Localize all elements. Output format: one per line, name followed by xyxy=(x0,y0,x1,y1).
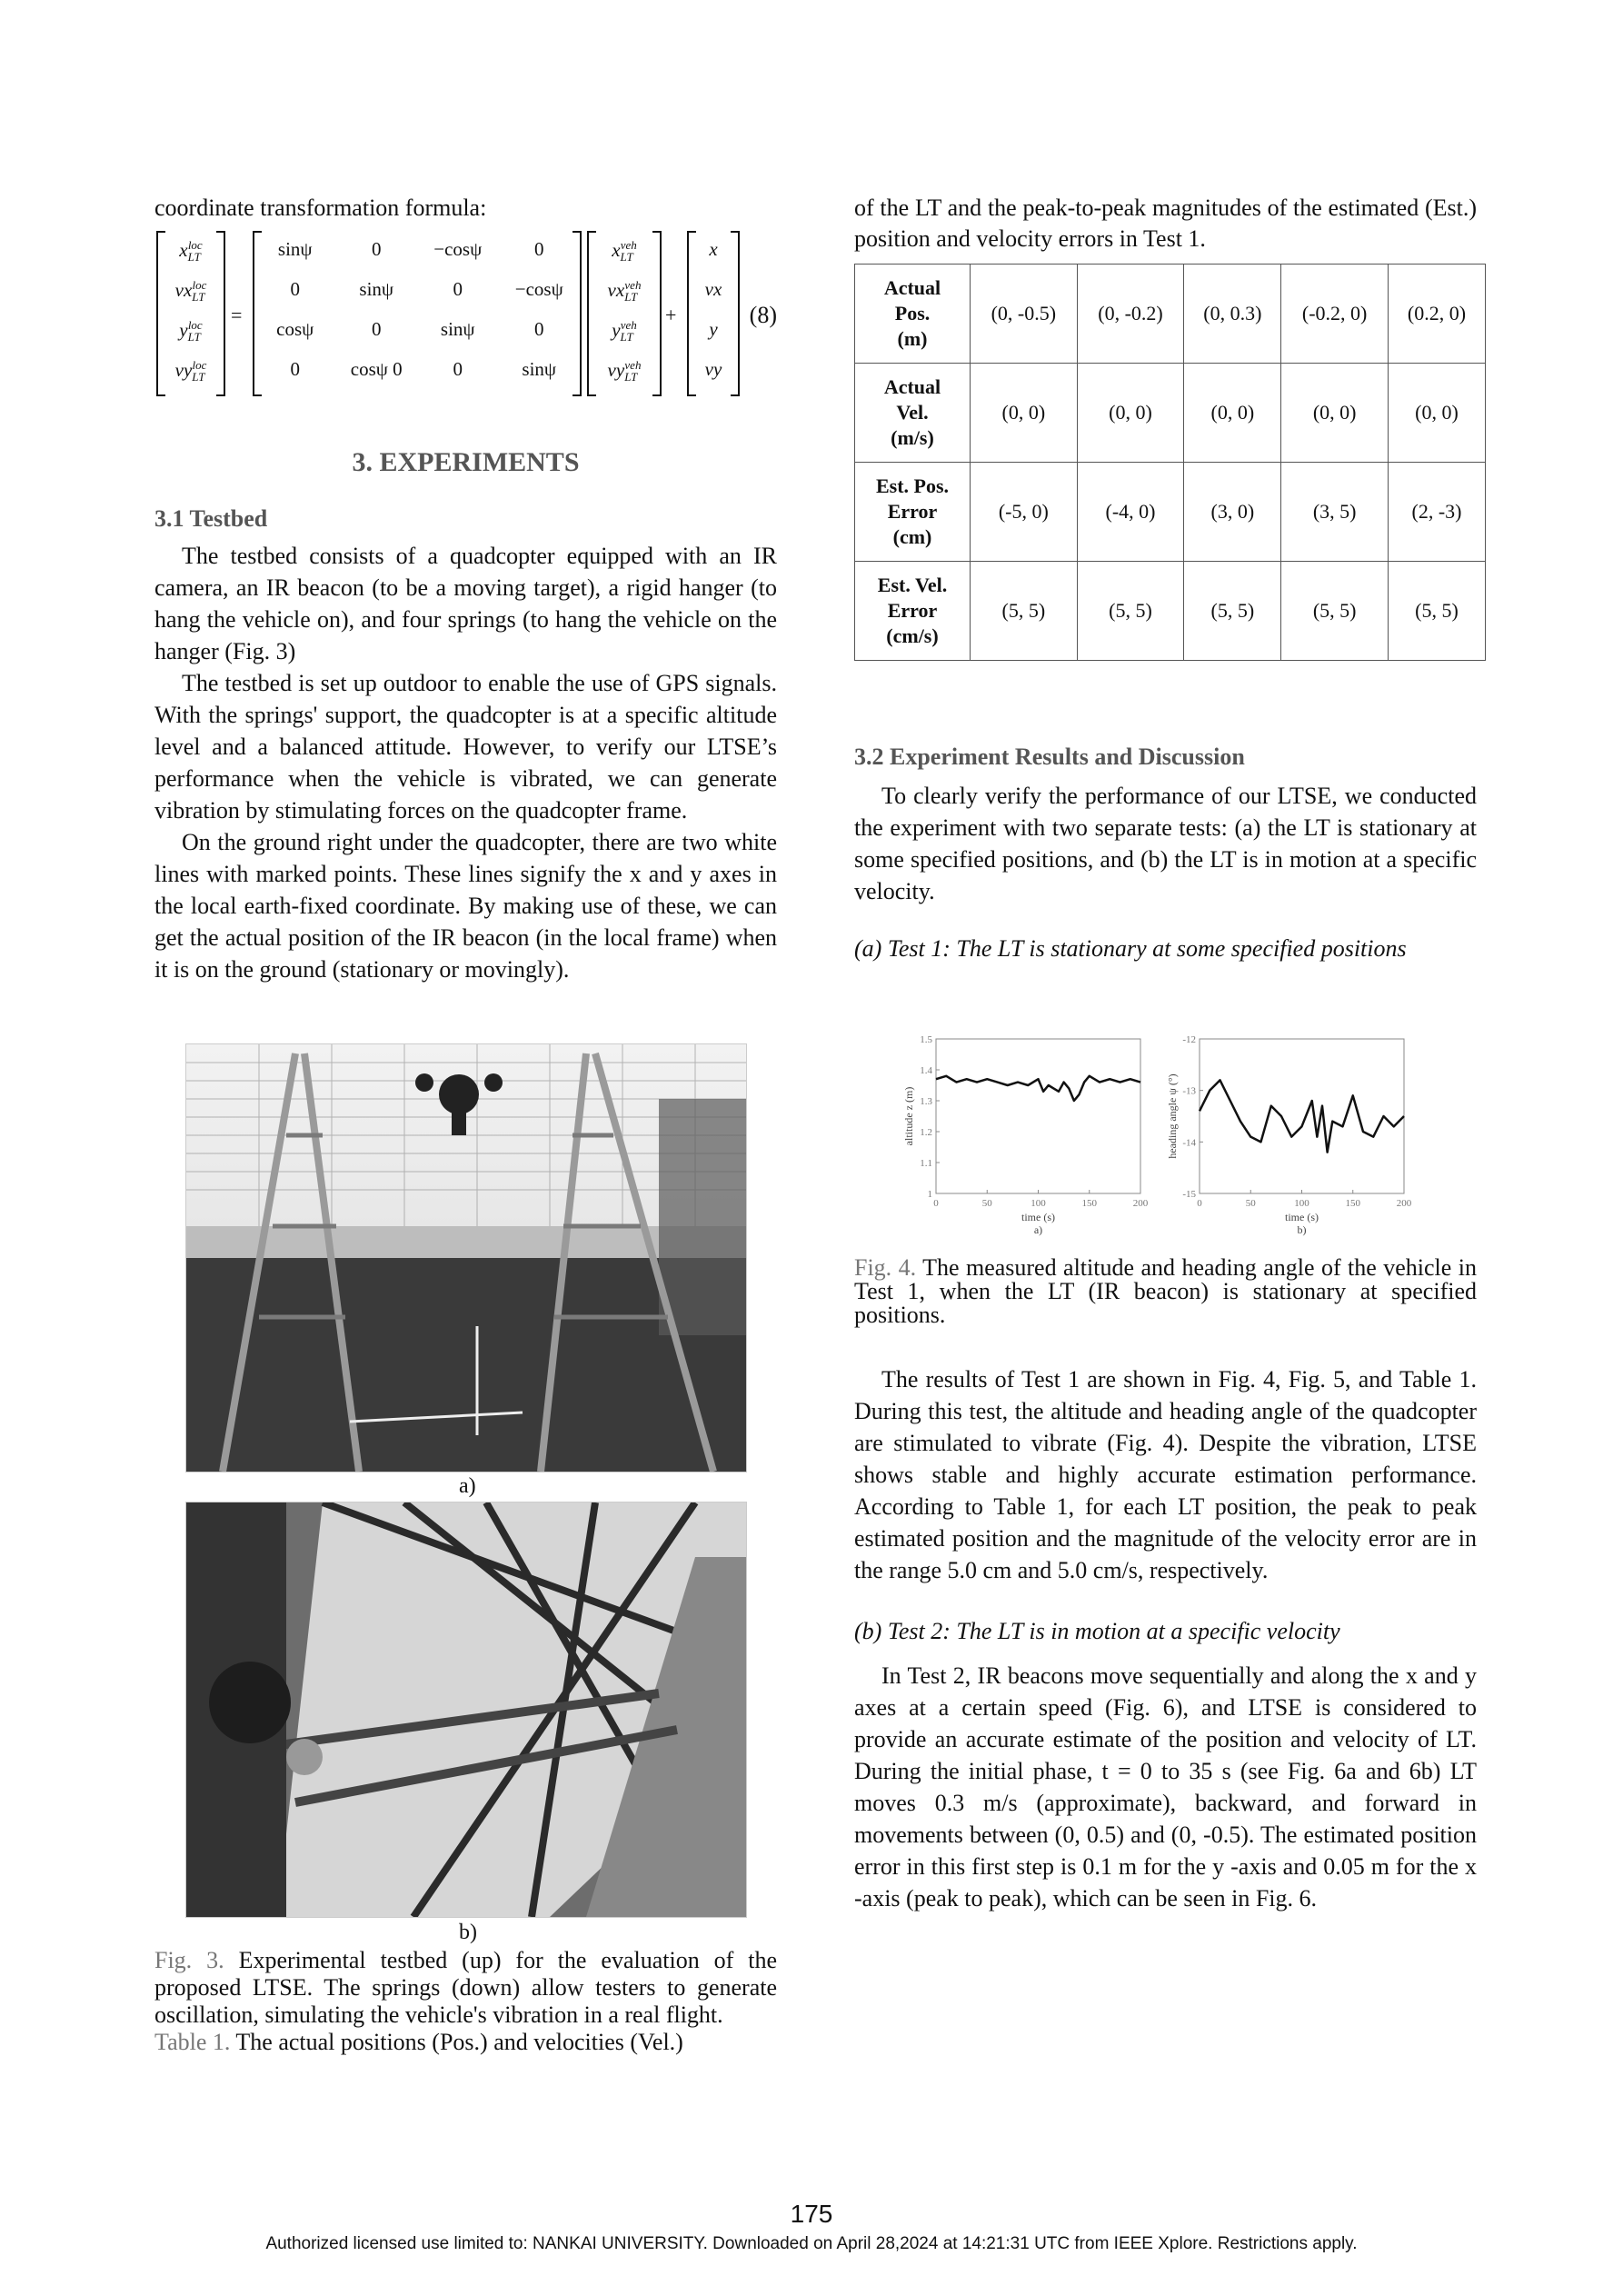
rotation-cell: 0 xyxy=(534,238,544,260)
lhs-entry: $vy_{LT}^{loc}$ xyxy=(174,358,207,384)
table1-caption-continued: of the LT and the peak-to-peak magnitudes of the estimated (Est.) position and velocity errors in Test 1. xyxy=(854,195,1477,252)
table-row xyxy=(855,265,1486,364)
offset-entry: vx xyxy=(704,278,722,300)
table-cell: (0, -0.5) xyxy=(971,265,1078,364)
table-cell: (5, 5) xyxy=(1281,562,1389,661)
x-tick-label: 50 xyxy=(1245,1198,1256,1209)
lhs-entry: $vx_{LT}^{loc}$ xyxy=(174,278,207,304)
table-header-line: Vel. xyxy=(896,401,929,424)
veh-entry: $vx_{LT}^{veh}$ xyxy=(607,278,642,304)
x-tick-label: 100 xyxy=(1294,1198,1309,1209)
rotation-cell: 0 xyxy=(290,278,300,300)
testbed-paragraph-2: The testbed is set up outdoor to enable the use of GPS signals. With the springs' support, the quadcopter is at a specific altitude level and a balanced attitude. However, to verify our LTSE’s performance when the vehicle is vibrated, we can generate vibration by stimulating forces on the quadcopter frame. xyxy=(154,670,777,824)
rotation-cell: sinψ xyxy=(440,318,475,340)
y-tick-label: -15 xyxy=(1182,1189,1196,1200)
x-tick-label: 100 xyxy=(1031,1198,1046,1209)
y-tick-label: 1 xyxy=(927,1189,932,1200)
rotation-cell: cosψ 0 xyxy=(350,358,403,380)
fig4-caption-text: The measured altitude and heading angle of the vehicle in Test 1, when the LT (IR beacon) is stationary at specified positions. xyxy=(854,1254,1477,1328)
fig4-caption xyxy=(854,1256,1477,1327)
table-header-line: (m) xyxy=(897,327,928,350)
y-tick-label: -13 xyxy=(1182,1085,1196,1097)
table-row-header xyxy=(855,364,971,463)
rotation-matrix xyxy=(253,231,582,396)
rotation-cell: 0 xyxy=(534,318,544,340)
series-line xyxy=(1200,1080,1404,1152)
equation-number: (8) xyxy=(749,302,777,328)
fig3b-photo xyxy=(185,1502,747,1918)
testbed-paragraph-3: On the ground right under the quadcopter, there are two white lines with marked points. These lines signify the x and y axes in the local earth-fixed coordinate. By making use of these, we can get the actual position of the IR beacon (in the local frame) when it is on the ground (stationary or movingly). xyxy=(154,829,777,983)
veh-vector xyxy=(587,231,662,396)
table-cell: (0.2, 0) xyxy=(1388,265,1485,364)
equation-lead-text: coordinate transformation formula: xyxy=(154,195,487,221)
rotation-cell: sinψ xyxy=(359,278,394,300)
table-cell: (5, 5) xyxy=(971,562,1078,661)
table-cell: (5, 5) xyxy=(1184,562,1281,661)
rotation-cell: 0 xyxy=(290,358,300,380)
fig3a-photo xyxy=(185,1043,747,1472)
table-cell: (-5, 0) xyxy=(971,463,1078,562)
lhs-entry: $y_{LT}^{loc}$ xyxy=(179,318,203,344)
table-cell: (0, 0.3) xyxy=(1184,265,1281,364)
table-header-line: Actual xyxy=(883,276,941,299)
x-tick-label: 50 xyxy=(981,1198,992,1209)
chart-frame xyxy=(1200,1039,1404,1193)
rotation-cell: cosψ xyxy=(276,318,314,340)
rotation-row xyxy=(254,278,580,301)
rotation-cell: 0 xyxy=(453,358,463,380)
equals-sign: = xyxy=(231,304,243,326)
y-tick-label: 1.2 xyxy=(920,1127,932,1138)
fig3a-label: a) xyxy=(459,1474,476,1498)
table-row xyxy=(855,463,1486,562)
fig3-caption-label: Fig. 3. xyxy=(154,1947,224,1973)
table1-caption-label: Table 1. xyxy=(154,2029,231,2055)
table-row-header xyxy=(855,562,971,661)
table-header-line: Error xyxy=(887,599,938,622)
table-header-line: Error xyxy=(887,500,938,523)
rotation-cell: −cosψ xyxy=(514,278,563,300)
y-tick-label: 1.5 xyxy=(920,1034,932,1045)
table-row xyxy=(855,562,1486,661)
fig3a-image xyxy=(186,1044,746,1472)
table-cell: (0, 0) xyxy=(1388,364,1485,463)
subsection-title-3-2: 3.2 Experiment Results and Discussion xyxy=(854,744,1245,770)
fig3b-label: b) xyxy=(459,1921,477,1944)
table1-caption xyxy=(154,2029,777,2056)
right-column-bottom xyxy=(854,1256,1477,1914)
table-header-line: Pos. xyxy=(894,302,931,324)
table-header-line: (cm) xyxy=(892,525,932,548)
fig3-caption-block xyxy=(154,1947,777,2056)
x-tick-label: 200 xyxy=(1132,1198,1149,1209)
table-cell: (5, 5) xyxy=(1077,562,1184,661)
rotation-cell: 0 xyxy=(372,318,382,340)
test1-heading: (a) Test 1: The LT is stationary at some specified positions xyxy=(854,935,1407,962)
table-cell: (5, 5) xyxy=(1388,562,1485,661)
y-axis-label: altitude z (m) xyxy=(902,1086,915,1146)
table-header-line: (cm/s) xyxy=(886,624,939,647)
table-cell: (3, 5) xyxy=(1281,463,1389,562)
chart-sublabel: a) xyxy=(1033,1223,1043,1236)
y-axis-label: heading angle ψ (°) xyxy=(1166,1073,1179,1159)
table-1 xyxy=(854,264,1486,661)
table-cell: (3, 0) xyxy=(1184,463,1281,562)
table-cell: (0, 0) xyxy=(971,364,1078,463)
results-paragraph-2: The results of Test 1 are shown in Fig. 4, Fig. 5, and Table 1. During this test, the altitude and heading angle of the quadcopter are stimulated to vibrate (Fig. 4). Despite the vibration, LTSE shows stable and highly accurate estimation performance. According to Table 1, for each LT position, the peak to peak estimated position and the magnitude of the velocity error are in the range 5.0 cm and 5.0 cm/s, respectively. xyxy=(854,1366,1477,1583)
license-notice: Authorized licensed use limited to: NANKAI UNIVERSITY. Downloaded on April 28,2024 at 14:21:31 UTC from IEEE Xplore. Restrictions apply. xyxy=(265,2234,1358,2253)
subsection-title-3-1: 3.1 Testbed xyxy=(154,505,268,532)
equation-8 xyxy=(154,231,777,404)
left-column xyxy=(154,193,777,985)
fig3b-image xyxy=(186,1502,746,1917)
results-paragraph-1: To clearly verify the performance of our LTSE, we conducted the experiment with two separate tests: (a) the LT is stationary at some specified positions, and (b) the LT is in motion at a specific velocity. xyxy=(854,783,1477,904)
y-tick-label: 1.1 xyxy=(920,1158,932,1169)
table-cell: (0, -0.2) xyxy=(1077,265,1184,364)
y-tick-label: -12 xyxy=(1182,1034,1196,1045)
right-column-lower xyxy=(854,744,1477,964)
plus-sign: + xyxy=(665,304,677,326)
lhs-vector xyxy=(156,231,225,396)
rotation-row xyxy=(254,318,580,341)
x-tick-label: 150 xyxy=(1081,1198,1097,1209)
x-axis-label: time (s) xyxy=(1285,1211,1319,1223)
rotation-cell: sinψ xyxy=(277,238,313,260)
lhs-entry: $x_{LT}^{loc}$ xyxy=(179,238,203,265)
rotation-row xyxy=(254,358,580,381)
x-tick-label: 200 xyxy=(1396,1198,1412,1209)
testbed-paragraph-1: The testbed consists of a quadcopter equipped with an IR camera, an IR beacon (to be a moving target), a rigid hanger (to hang the vehicle on), and four springs (to hang the vehicle on the hanger (Fig. 3) xyxy=(154,543,777,664)
x-tick-label: 0 xyxy=(933,1198,939,1209)
table-cell: (0, 0) xyxy=(1184,364,1281,463)
offset-vector xyxy=(687,231,740,396)
rotation-row xyxy=(254,238,580,261)
table-header-line: (m/s) xyxy=(891,426,934,449)
veh-entry: $x_{LT}^{veh}$ xyxy=(612,238,637,265)
section-title: 3. EXPERIMENTS xyxy=(352,447,580,477)
fig3-caption xyxy=(154,1947,777,2029)
fig4-charts xyxy=(900,1032,1445,1250)
rotation-cell: sinψ xyxy=(522,358,557,380)
x-tick-label: 0 xyxy=(1197,1198,1202,1209)
table-row-header xyxy=(855,463,971,562)
y-tick-label: 1.3 xyxy=(920,1096,932,1107)
table-header-line: Actual xyxy=(883,375,941,398)
page-number: 175 xyxy=(790,2200,833,2228)
chart-sublabel: b) xyxy=(1297,1223,1307,1236)
veh-entry: $y_{LT}^{veh}$ xyxy=(612,318,637,344)
rotation-cell: 0 xyxy=(372,238,382,260)
fig3-caption-text: Experimental testbed (up) for the evaluation of the proposed LTSE. The springs (down) allow testers to generate oscillation, simulating the vehicle's vibration in a real flight. xyxy=(154,1947,778,2028)
offset-entry: y xyxy=(709,318,718,340)
table-row-header xyxy=(855,265,971,364)
offset-entry: x xyxy=(709,238,718,260)
x-tick-label: 150 xyxy=(1345,1198,1360,1209)
x-axis-label: time (s) xyxy=(1021,1211,1055,1223)
table-header-line: Est. Vel. xyxy=(877,574,948,596)
table-cell: (-4, 0) xyxy=(1077,463,1184,562)
y-tick-label: 1.4 xyxy=(920,1065,932,1076)
test2-heading: (b) Test 2: The LT is in motion at a specific velocity xyxy=(854,1618,1340,1644)
y-tick-label: -14 xyxy=(1182,1137,1196,1149)
veh-entry: $vy_{LT}^{veh}$ xyxy=(607,358,642,384)
table-cell: (0, 0) xyxy=(1077,364,1184,463)
table-header-line: Est. Pos. xyxy=(875,474,950,497)
table-cell: (0, 0) xyxy=(1281,364,1389,463)
fig4-caption-label: Fig. 4. xyxy=(854,1254,917,1281)
rotation-cell: 0 xyxy=(453,278,463,300)
offset-entry: vy xyxy=(704,358,722,380)
table-cell: (-0.2, 0) xyxy=(1281,265,1389,364)
table-cell: (2, -3) xyxy=(1388,463,1485,562)
chart-frame xyxy=(936,1039,1140,1193)
series-line xyxy=(936,1076,1140,1101)
right-column xyxy=(854,193,1477,661)
table1-caption-text: The actual positions (Pos.) and velocities (Vel.) xyxy=(230,2029,683,2055)
rotation-cell: −cosψ xyxy=(433,238,483,260)
results-paragraph-3: In Test 2, IR beacons move sequentially and along the x and y axes at a certain speed (Fig. 6), and LTSE is considered to provide an accurate estimate of the position and velocity of LT. During the initial phase, t = 0 to 35 s (see Fig. 6a and 6b) LT moves 0.3 m/s (approximate), backward, and forward in movements between (0, 0.5) and (0, -0.5). The estimated position error in this first step is 0.1 m for the y -axis and 0.05 m for the x -axis (peak to peak), which can be seen in Fig. 6. xyxy=(854,1662,1477,1912)
table-row xyxy=(855,364,1486,463)
